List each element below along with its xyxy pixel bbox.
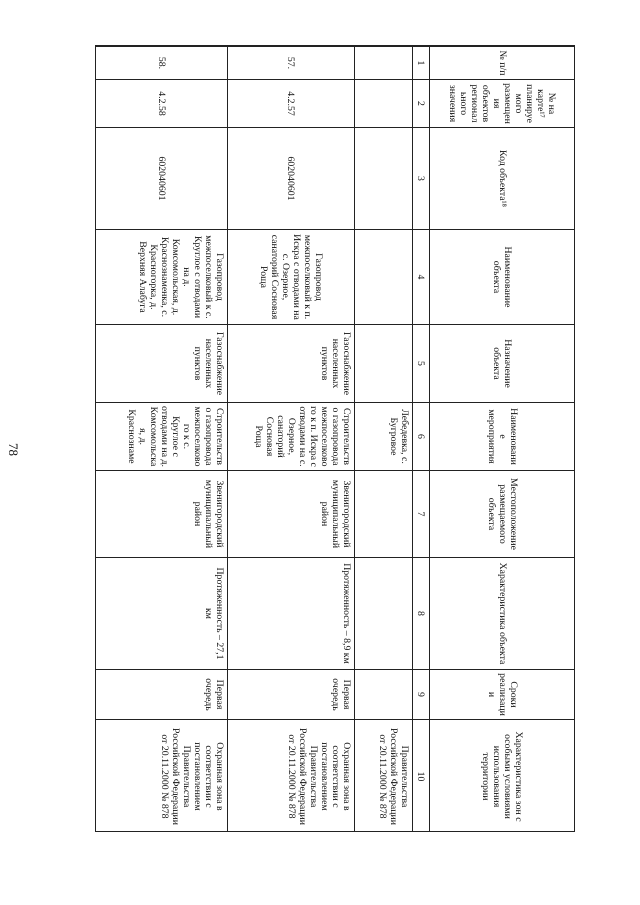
location-cell: Звенигородский муниципальный район bbox=[228, 471, 355, 558]
row-number-cell: 57. bbox=[228, 47, 355, 80]
header-cell-purpose: Назначение объекта bbox=[430, 325, 576, 403]
characteristic-cell: Протяженность – 8,9 км bbox=[228, 558, 355, 670]
header-cell-map-no: № на карте¹⁷ планируемого размещения объектов регионального значения bbox=[430, 80, 576, 128]
column-number: 1 bbox=[413, 47, 430, 80]
column-number: 9 bbox=[413, 670, 430, 720]
table-cell bbox=[355, 230, 413, 325]
map-number-cell: 4.2.58 bbox=[96, 80, 228, 128]
activity-cell: Строительство газопровода межпоселкового к п. Искра с отводами на с. Озерное, санаторий Сосновая Роща bbox=[228, 403, 355, 471]
column-number: 4 bbox=[413, 230, 430, 325]
name-cell: Газопровод межпоселковый к п. Искра с отводами на с. Озерное, санаторий Сосновая Роща bbox=[228, 230, 355, 325]
location-cell: Звенигородский муниципальный район bbox=[96, 471, 228, 558]
name-cell: Газопровод межпоселковый к с. Круглое с отводами на д. Комсомольская, д. Краснознаменка, с. Красногорка, д. Верхняя Алабуга bbox=[96, 230, 228, 325]
header-cell-activity: Наименование мероприятия bbox=[430, 403, 576, 471]
characteristic-cell: Протяженность – 27,1 км bbox=[96, 558, 228, 670]
table-cell bbox=[355, 558, 413, 670]
header-cell-num: № п/п bbox=[430, 47, 576, 80]
table-row bbox=[96, 47, 228, 833]
header-cell-code: Код объекта¹⁸ bbox=[430, 128, 576, 230]
zone-cell: Охранная зона в соответствии с постановлением Правительства Российской Федерации от 20.11.2000 № 878 bbox=[228, 720, 355, 833]
activity-cell: Лебедевка, с. Бугровое bbox=[355, 403, 413, 471]
activity-cell: Строительство газопровода межпоселкового к с. Круглое с отводами на д. Комсомольская, д. Краснознаме bbox=[96, 403, 228, 471]
header-cell-name: Наименование объекта bbox=[430, 230, 576, 325]
column-number: 5 bbox=[413, 325, 430, 403]
rotated-table-view bbox=[96, 46, 575, 832]
column-number: 7 bbox=[413, 471, 430, 558]
code-cell: 602040601 bbox=[96, 128, 228, 230]
column-number: 6 bbox=[413, 403, 430, 471]
table-cell bbox=[355, 670, 413, 720]
map-number-cell: 4.2.57 bbox=[228, 80, 355, 128]
header-cell-term: Сроки реализации bbox=[430, 670, 576, 720]
column-number: 2 bbox=[413, 80, 430, 128]
table-cell bbox=[355, 325, 413, 403]
header-cell-zone: Характеристика зон с особыми условиями использования территории bbox=[430, 720, 576, 833]
column-number: 10 bbox=[413, 720, 430, 833]
document-table bbox=[95, 45, 575, 832]
header-cell-location: Местоположение размещаемого объекта bbox=[430, 471, 576, 558]
row-number-cell: 58. bbox=[96, 47, 228, 80]
table-row bbox=[228, 47, 355, 833]
header-cell-characteristic: Характеристика объекта bbox=[430, 558, 576, 670]
purpose-cell: Газоснабжение населенных пунктов bbox=[96, 325, 228, 403]
column-number: 8 bbox=[413, 558, 430, 670]
table-header-row bbox=[430, 47, 576, 833]
page-number: 78 bbox=[6, 443, 21, 456]
term-cell: Первая очередь bbox=[228, 670, 355, 720]
table-cell bbox=[355, 471, 413, 558]
column-number-row bbox=[413, 47, 430, 833]
code-cell: 602040601 bbox=[228, 128, 355, 230]
table-cell bbox=[355, 80, 413, 128]
continuation-row bbox=[355, 47, 413, 833]
column-number: 3 bbox=[413, 128, 430, 230]
term-cell: Первая очередь bbox=[96, 670, 228, 720]
table-cell bbox=[355, 128, 413, 230]
zone-cell: Охранная зона в соответствии с постановлением Правительства Российской Федерации от 20.11.2000 № 878 bbox=[96, 720, 228, 833]
zone-cell: Правительства Российской Федерации от 20.11.2000 № 878 bbox=[355, 720, 413, 833]
purpose-cell: Газоснабжение населенных пунктов bbox=[228, 325, 355, 403]
table-cell bbox=[355, 47, 413, 80]
